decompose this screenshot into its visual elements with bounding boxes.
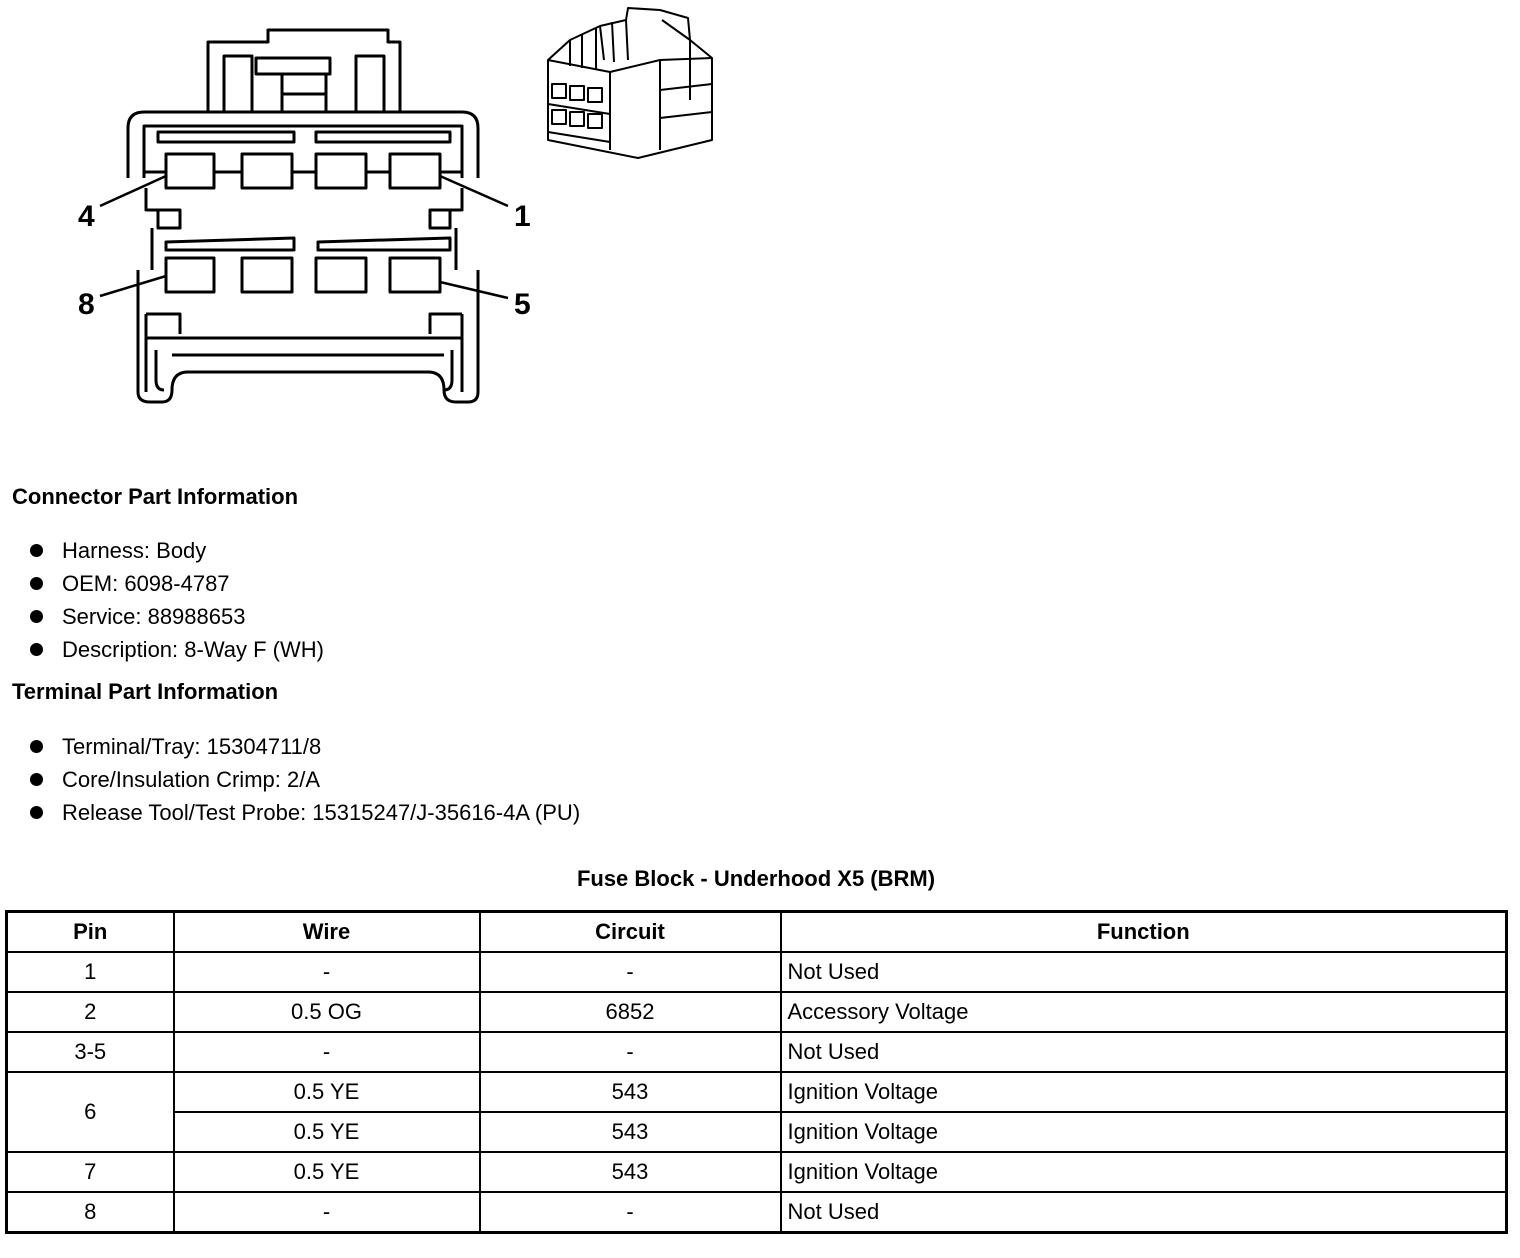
oem-text: OEM: 6098-4787 <box>62 571 230 596</box>
table-row <box>7 1152 1507 1192</box>
header-circuit: Circuit <box>480 912 781 953</box>
crimp-text: Core/Insulation Crimp: 2/A <box>62 767 320 792</box>
list-item <box>28 796 580 829</box>
table-title: Fuse Block - Underhood X5 (BRM) <box>576 866 936 891</box>
release-tool-text: Release Tool/Test Probe: 15315247/J-35616-4A (PU) <box>62 800 581 825</box>
cell-function: Not Used <box>781 1032 1507 1072</box>
bullet-icon <box>30 544 43 557</box>
table-row <box>7 1032 1507 1072</box>
header-function: Function <box>781 912 1507 953</box>
table-row <box>7 992 1507 1032</box>
cell-circuit: 543 <box>480 1112 781 1152</box>
list-item <box>28 600 324 633</box>
bullet-icon <box>30 773 43 786</box>
list-item <box>28 633 324 666</box>
cell-pin: 3-5 <box>7 1032 174 1072</box>
terminal-part-heading: Terminal Part Information <box>12 679 279 704</box>
table-row <box>7 1072 1507 1112</box>
bullet-icon <box>30 577 43 590</box>
description-text: Description: 8-Way F (WH) <box>62 637 324 662</box>
cell-circuit: - <box>480 1032 781 1072</box>
bullet-icon <box>30 643 43 656</box>
cell-circuit: - <box>480 952 781 992</box>
pin-table <box>5 910 1508 1234</box>
cell-function: Ignition Voltage <box>781 1152 1507 1192</box>
pin-label-1: 1 <box>514 200 531 233</box>
cell-wire: 0.5 YE <box>174 1072 480 1112</box>
cell-function: Ignition Voltage <box>781 1072 1507 1112</box>
list-item <box>28 534 324 567</box>
header-pin: Pin <box>7 912 174 953</box>
connector-part-list <box>28 534 324 666</box>
cell-pin: 6 <box>7 1072 174 1152</box>
cell-function: Not Used <box>781 952 1507 992</box>
cell-wire: - <box>174 952 480 992</box>
pin-label-4: 4 <box>78 200 95 233</box>
bullet-icon <box>30 610 43 623</box>
cell-wire: - <box>174 1032 480 1072</box>
cell-function: Ignition Voltage <box>781 1112 1507 1152</box>
table-row <box>7 952 1507 992</box>
cell-circuit: 543 <box>480 1152 781 1192</box>
connector-isometric-view <box>540 2 725 167</box>
service-text: Service: 88988653 <box>62 604 246 629</box>
table-header-row <box>7 912 1507 953</box>
pin-label-8: 8 <box>78 288 95 321</box>
terminal-part-list <box>28 730 580 829</box>
table-row <box>7 1192 1507 1233</box>
bullet-icon <box>30 740 43 753</box>
cell-circuit: 6852 <box>480 992 781 1032</box>
cell-function: Not Used <box>781 1192 1507 1233</box>
bullet-icon <box>30 806 43 819</box>
terminal-tray-text: Terminal/Tray: 15304711/8 <box>62 734 322 759</box>
cell-circuit: 543 <box>480 1072 781 1112</box>
table-row <box>7 1112 1507 1152</box>
connector-face-diagram <box>70 0 550 420</box>
cell-pin: 1 <box>7 952 174 992</box>
list-item <box>28 567 324 600</box>
cell-pin: 7 <box>7 1152 174 1192</box>
list-item <box>28 730 580 763</box>
header-wire: Wire <box>174 912 480 953</box>
cell-circuit: - <box>480 1192 781 1233</box>
list-item <box>28 763 580 796</box>
cell-pin: 8 <box>7 1192 174 1233</box>
cell-pin: 2 <box>7 992 174 1032</box>
cell-wire: 0.5 YE <box>174 1152 480 1192</box>
cell-function: Accessory Voltage <box>781 992 1507 1032</box>
cell-wire: - <box>174 1192 480 1233</box>
harness-text: Harness: Body <box>62 538 207 563</box>
cell-wire: 0.5 YE <box>174 1112 480 1152</box>
pin-label-5: 5 <box>514 288 531 321</box>
connector-part-heading: Connector Part Information <box>12 484 299 509</box>
cell-wire: 0.5 OG <box>174 992 480 1032</box>
